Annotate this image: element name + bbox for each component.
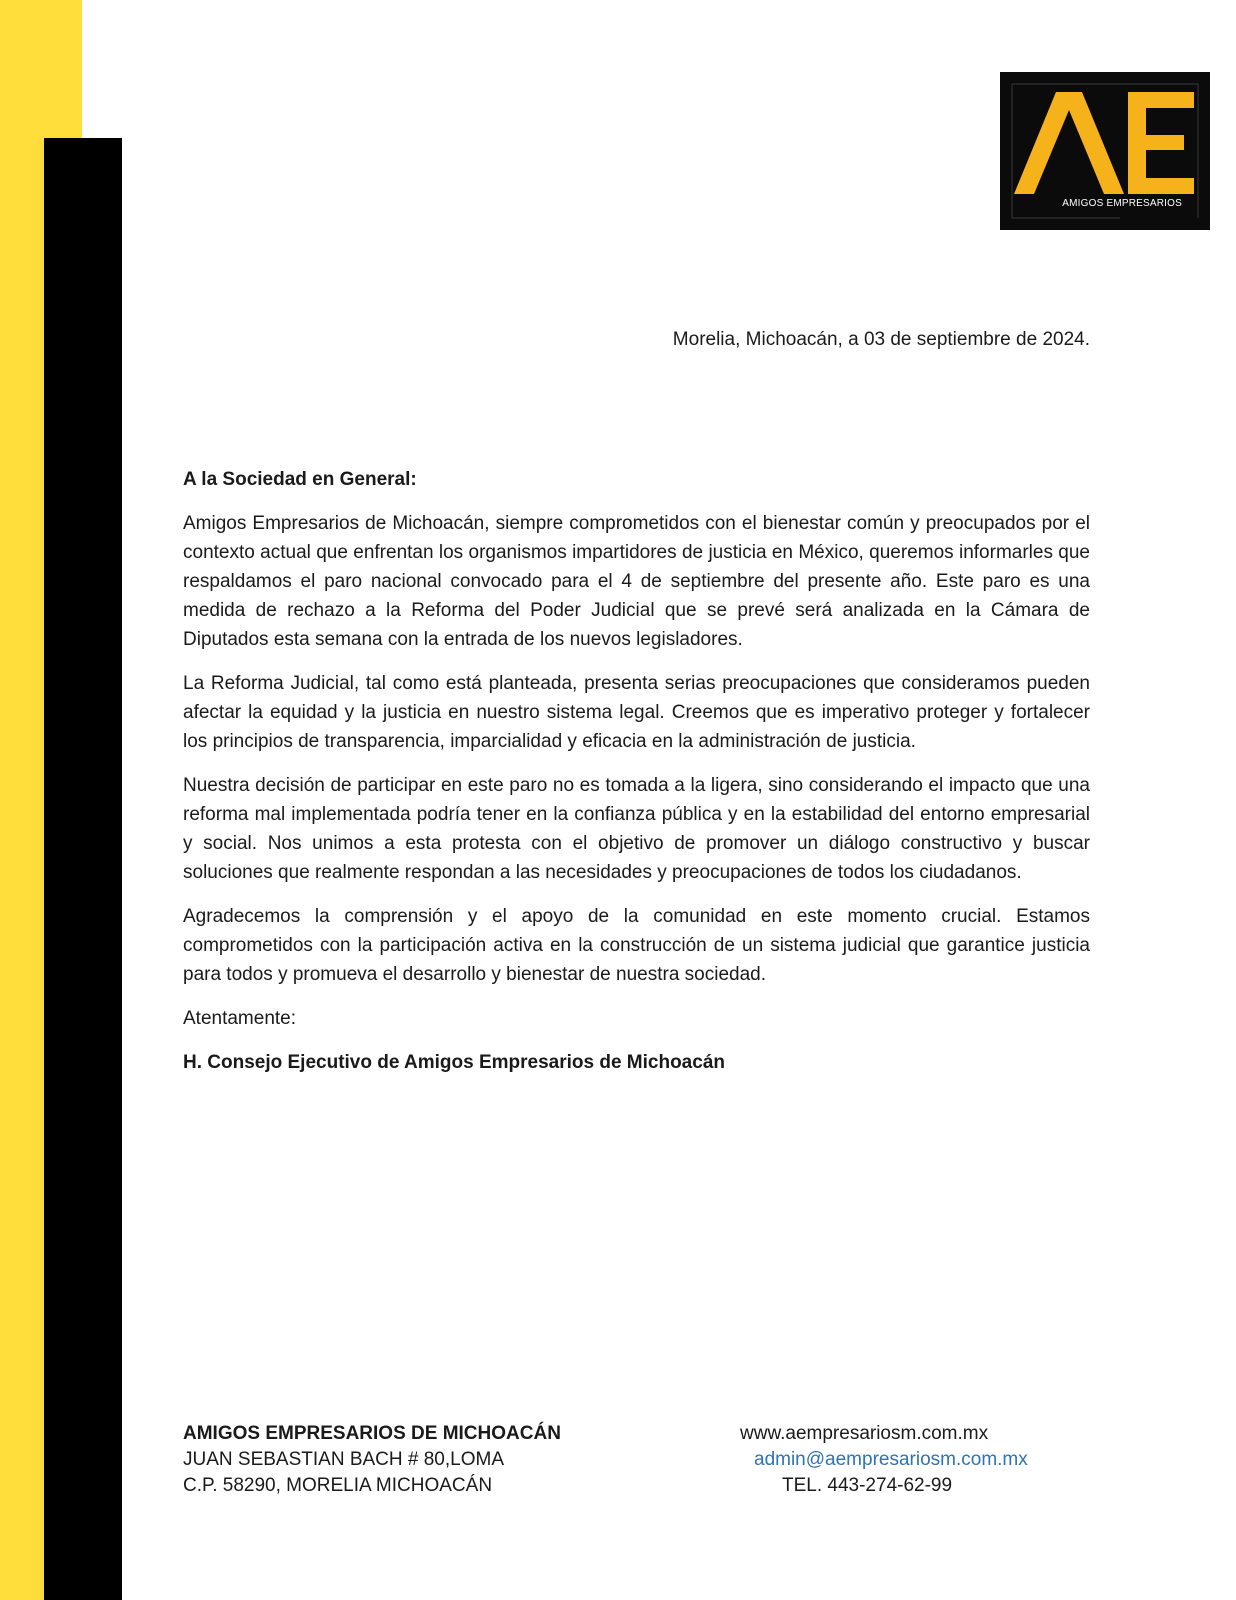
footer-org-name: AMIGOS EMPRESARIOS DE MICHOACÁN <box>183 1423 561 1444</box>
footer-contact <box>690 1421 1050 1499</box>
footer-website-link[interactable]: www.aempresariosm.com.mx <box>740 1423 989 1444</box>
salutation: A la Sociedad en General: <box>183 469 417 490</box>
logo-subtitle: AMIGOS EMPRESARIOS <box>1062 198 1182 209</box>
letter-date: Morelia, Michoacán, a 03 de septiembre de 2024. <box>672 329 1090 350</box>
footer-address-line2: C.P. 58290, MORELIA MICHOACÁN <box>183 1475 493 1496</box>
signature: H. Consejo Ejecutivo de Amigos Empresarios de Michoacán <box>183 1052 725 1073</box>
paragraph-2: La Reforma Judicial, tal como está planteada, presenta serias preocupaciones que consideramos pueden afectar la equidad y la justicia en nuestro sistema legal. Creemos que es imperativo proteger y fortalecer los principios de transparencia, imparcialidad y eficacia en la administración de justicia. <box>183 673 1090 752</box>
footer-email-link[interactable]: admin@aempresariosm.com.mx <box>754 1449 1028 1470</box>
footer-phone: TEL. 443-274-62-99 <box>782 1475 953 1496</box>
paragraph-4: Agradecemos la comprensión y el apoyo de la comunidad en este momento crucial. Estamos comprometidos con la participación activa en la construcción de un sistema judicial que garantice justicia para todos y promueva el desarrollo y bienestar de nuestra sociedad. <box>183 906 1090 985</box>
footer-address-line1: JUAN SEBASTIAN BACH # 80,LOMA <box>183 1449 504 1470</box>
black-side-band <box>44 138 122 1600</box>
footer-address <box>183 1421 561 1499</box>
paragraph-3: Nuestra decisión de participar en este paro no es tomada a la ligera, sino considerando el impacto que una reforma mal implementada podría tener en la confianza pública y en la estabilidad del entorno empresarial y social. Nos unimos a esta protesta con el objetivo de promover un diálogo constructivo y buscar soluciones que realmente respondan a las necesidades y preocupaciones de todos los ciudadanos. <box>183 775 1090 883</box>
closing: Atentamente: <box>183 1008 297 1029</box>
amigos-empresarios-logo <box>1000 72 1210 230</box>
paragraph-1: Amigos Empresarios de Michoacán, siempre comprometidos con el bienestar común y preocupados por el contexto actual que enfrentan los organismos impartidores de justicia en México, queremos informarles que respaldamos el paro nacional convocado para el 4 de septiembre del presente año. Este paro es una medida de rechazo a la Reforma del Poder Judicial que se prevé será analizada en la Cámara de Diputados esta semana con la entrada de los nuevos legisladores. <box>183 513 1090 650</box>
letter-body <box>183 465 1090 1077</box>
